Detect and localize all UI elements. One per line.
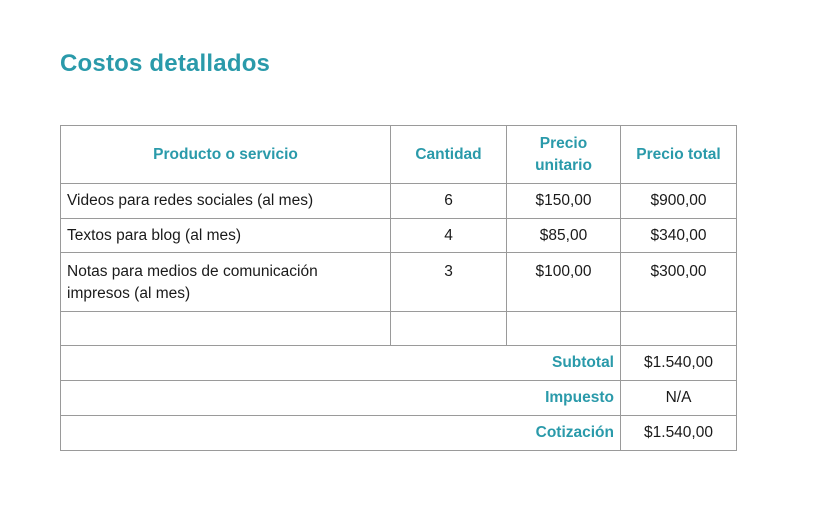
subtotal-value: $1.540,00 (621, 346, 737, 381)
subtotal-row (61, 346, 737, 381)
cell-product: Textos para blog (al mes) (61, 219, 391, 253)
quote-value: $1.540,00 (621, 416, 737, 451)
cell-unit-price (507, 312, 621, 346)
cell-product (61, 312, 391, 346)
cell-total-price: $340,00 (621, 219, 737, 253)
table-row (61, 219, 737, 253)
cell-total-price: $300,00 (621, 253, 737, 312)
header-unit-price: Precio unitario (507, 126, 621, 184)
quote-row (61, 416, 737, 451)
cell-product: Notas para medios de comunicación impresos (al mes) (61, 253, 391, 312)
cell-quantity: 3 (391, 253, 507, 312)
page-title: Costos detallados (60, 50, 271, 77)
cell-quantity: 4 (391, 219, 507, 253)
cell-quantity: 6 (391, 184, 507, 219)
table-row-empty (61, 312, 737, 346)
cell-unit-price: $150,00 (507, 184, 621, 219)
cell-unit-price: $85,00 (507, 219, 621, 253)
cell-total-price: $900,00 (621, 184, 737, 219)
header-product: Producto o servicio (61, 126, 391, 184)
header-total-price: Precio total (621, 126, 737, 184)
tax-label: Impuesto (61, 381, 621, 416)
cell-unit-price: $100,00 (507, 253, 621, 312)
subtotal-label: Subtotal (61, 346, 621, 381)
cost-table (60, 125, 737, 451)
table-header-row (61, 126, 737, 184)
quote-label: Cotización (61, 416, 621, 451)
cell-total-price (621, 312, 737, 346)
table-row (61, 253, 737, 312)
header-quantity: Cantidad (391, 126, 507, 184)
table-row (61, 184, 737, 219)
cell-quantity (391, 312, 507, 346)
tax-value: N/A (621, 381, 737, 416)
cell-product: Videos para redes sociales (al mes) (61, 184, 391, 219)
tax-row (61, 381, 737, 416)
